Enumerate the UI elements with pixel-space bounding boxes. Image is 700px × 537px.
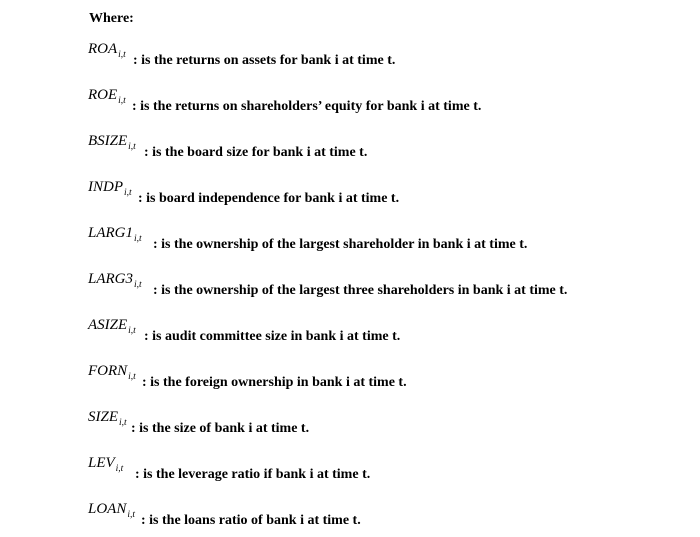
definition-loan bbox=[88, 500, 361, 530]
variable-name: $ROE_{i,t}$ bbox=[88, 87, 126, 106]
variable-description: : is board independence for bank i at time t. bbox=[138, 191, 400, 206]
variable-description: : is the size of bank i at time t. bbox=[131, 421, 310, 436]
variable-description: : is audit committee size in bank i at time t. bbox=[144, 329, 401, 344]
definition-larg1 bbox=[88, 224, 527, 254]
definition-bsize bbox=[88, 132, 367, 162]
variable-name: $ROA_{i,t}$ bbox=[88, 41, 126, 60]
definition-size bbox=[88, 408, 309, 438]
definition-larg3 bbox=[88, 270, 567, 300]
variable-name: $SIZE_{i,t}$ bbox=[88, 409, 127, 428]
variable-description: : is the returns on shareholders’ equity for bank i at time t. bbox=[132, 99, 482, 114]
variable-name: $FORN_{i,t}$ bbox=[88, 363, 136, 382]
variable-name: $LARG3_{i,t}$ bbox=[88, 271, 142, 290]
variable-description: : is the board size for bank i at time t. bbox=[144, 145, 368, 160]
variable-name: $BSIZE_{i,t}$ bbox=[88, 133, 136, 152]
document-page bbox=[88, 0, 688, 537]
where-heading: Where: bbox=[89, 11, 134, 26]
variable-name: $LARG1_{i,t}$ bbox=[88, 225, 142, 244]
variable-description: : is the loans ratio of bank i at time t. bbox=[141, 513, 361, 528]
variable-description: : is the foreign ownership in bank i at time t. bbox=[142, 375, 407, 390]
definition-forn bbox=[88, 362, 407, 392]
variable-description: : is the ownership of the largest shareholder in bank i at time t. bbox=[153, 237, 528, 252]
definition-roe bbox=[88, 86, 481, 116]
definition-asize bbox=[88, 316, 400, 346]
variable-description: : is the returns on assets for bank i at time t. bbox=[133, 53, 396, 68]
variable-description: : is the leverage ratio if bank i at time t. bbox=[135, 467, 371, 482]
definition-lev bbox=[88, 454, 370, 484]
definition-indp bbox=[88, 178, 399, 208]
variable-name: $LEV_{i,t}$ bbox=[88, 455, 124, 474]
variable-description: : is the ownership of the largest three shareholders in bank i at time t. bbox=[153, 283, 568, 298]
variable-name: $LOAN_{i,t}$ bbox=[88, 501, 135, 520]
definition-roa bbox=[88, 40, 395, 70]
variable-name: $ASIZE_{i,t}$ bbox=[88, 317, 136, 336]
variable-name: $INDP_{i,t}$ bbox=[88, 179, 132, 198]
